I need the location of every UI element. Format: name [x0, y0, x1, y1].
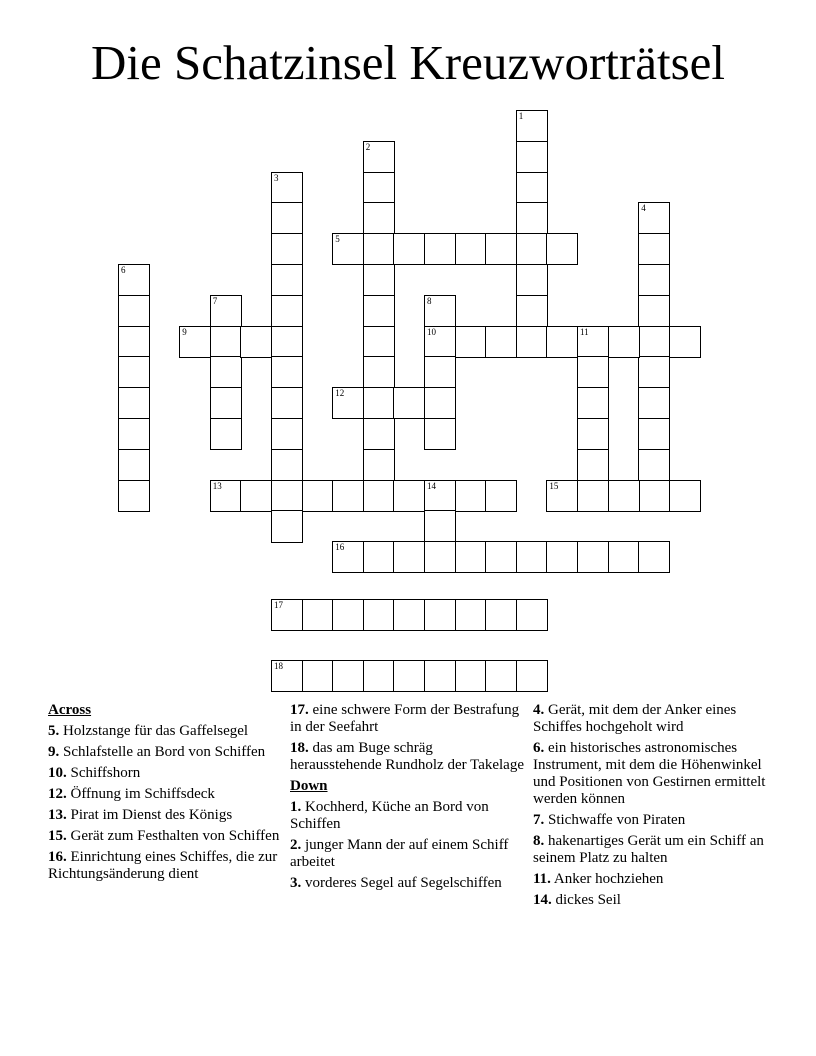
- clue-number: 2.: [290, 837, 302, 853]
- grid-cell[interactable]: [393, 233, 425, 265]
- puzzle-title: Die Schatzinsel Kreuzworträtsel: [90, 35, 726, 90]
- grid-cell[interactable]: [669, 326, 701, 358]
- clue-text: dickes Seil: [551, 892, 621, 908]
- grid-cell[interactable]: [577, 480, 609, 512]
- grid-cell[interactable]: [332, 660, 364, 692]
- clue-item: [48, 765, 284, 782]
- grid-cell[interactable]: [424, 660, 456, 692]
- grid-cell[interactable]: [210, 387, 242, 419]
- grid-cell[interactable]: [424, 599, 456, 631]
- clue-item: [48, 744, 284, 761]
- grid-cell[interactable]: [363, 356, 395, 388]
- cell-number: 13: [212, 480, 222, 491]
- clue-number: 5.: [48, 723, 60, 739]
- grid-cell[interactable]: [455, 541, 487, 573]
- clue-item: [290, 702, 526, 736]
- grid-cell[interactable]: [271, 480, 303, 512]
- grid-cell[interactable]: [516, 541, 548, 573]
- clue-item: [48, 849, 284, 883]
- grid-cell[interactable]: [424, 387, 456, 419]
- clue-text: Schlafstelle an Bord von Schiffen: [59, 744, 266, 760]
- grid-cell[interactable]: [546, 326, 578, 358]
- grid-cell[interactable]: [302, 480, 334, 512]
- grid-cell[interactable]: [424, 480, 456, 512]
- grid-cell[interactable]: [455, 480, 487, 512]
- grid-cell[interactable]: [577, 541, 609, 573]
- grid-cell[interactable]: [271, 660, 303, 692]
- clue-item: [48, 723, 284, 740]
- grid-cell[interactable]: [271, 264, 303, 296]
- grid-cell[interactable]: [455, 326, 487, 358]
- grid-cell[interactable]: [363, 599, 395, 631]
- grid-cell[interactable]: [332, 599, 364, 631]
- grid-cell[interactable]: [424, 356, 456, 388]
- grid-cell[interactable]: [424, 510, 456, 542]
- clue-text: Gerät zum Festhalten von Schiffen: [66, 828, 280, 844]
- grid-cell[interactable]: [363, 233, 395, 265]
- clue-number: 13.: [48, 807, 67, 823]
- grid-cell[interactable]: [638, 233, 670, 265]
- cell-number: 8: [427, 295, 432, 306]
- cell-number: 7: [212, 295, 218, 306]
- cell-number: 16: [335, 542, 345, 553]
- grid-cell[interactable]: [516, 202, 548, 234]
- grid-cell[interactable]: [577, 387, 609, 419]
- clue-text: junger Mann der auf einem Schiff arbeitet: [290, 837, 509, 870]
- clue-item: [48, 807, 284, 824]
- clue-number: 18.: [290, 740, 309, 756]
- grid-cell[interactable]: [118, 326, 150, 358]
- grid-cell[interactable]: [577, 449, 609, 481]
- cell-number: 9: [182, 326, 187, 337]
- grid-cell[interactable]: [638, 295, 670, 327]
- grid-cell[interactable]: [210, 418, 242, 450]
- across-heading: Across: [48, 702, 92, 718]
- clue-text: eine schwere Form der Bestrafung in der Seefahrt: [290, 702, 520, 735]
- grid-cell[interactable]: [271, 510, 303, 542]
- grid-cell[interactable]: [363, 326, 395, 358]
- grid-cell[interactable]: [516, 264, 548, 296]
- cell-number: 2: [365, 141, 371, 152]
- clue-item: [533, 740, 769, 808]
- grid-cell[interactable]: [118, 418, 150, 450]
- grid-cell[interactable]: [118, 480, 150, 512]
- grid-cell[interactable]: [638, 480, 670, 512]
- clue-text: Schiffshorn: [66, 765, 141, 781]
- clue-text: das am Buge schräg herausstehende Rundholz der Takelage: [290, 740, 525, 773]
- grid-cell[interactable]: [363, 541, 395, 573]
- grid-cell[interactable]: [393, 480, 425, 512]
- clue-number: 14.: [533, 892, 552, 908]
- clue-item: [290, 875, 526, 892]
- clue-number: 8.: [533, 833, 545, 849]
- grid-cell[interactable]: [363, 480, 395, 512]
- clue-number: 10.: [48, 765, 67, 781]
- cell-number: 15: [549, 480, 559, 491]
- grid-cell[interactable]: [363, 387, 395, 419]
- clue-text: Einrichtung eines Schiffes, die zur Richtungsänderung dient: [48, 849, 278, 882]
- grid-cell[interactable]: [485, 541, 517, 573]
- cell-number: 4: [641, 203, 646, 214]
- grid-cell[interactable]: [363, 202, 395, 234]
- grid-cell[interactable]: [608, 326, 640, 358]
- grid-cell[interactable]: [577, 356, 609, 388]
- grid-cell[interactable]: [485, 599, 517, 631]
- clue-item: [533, 702, 769, 736]
- clue-number: 3.: [290, 875, 302, 891]
- grid-cell[interactable]: [363, 449, 395, 481]
- grid-cell[interactable]: [271, 418, 303, 450]
- clue-number: 4.: [533, 702, 545, 718]
- cell-number: 11: [580, 326, 589, 337]
- grid-cell[interactable]: [118, 356, 150, 388]
- grid-cell[interactable]: [577, 326, 609, 358]
- clue-text: Pirat im Dienst des Königs: [66, 807, 233, 823]
- grid-cell[interactable]: [608, 480, 640, 512]
- clue-item: [290, 740, 526, 774]
- grid-cell[interactable]: [424, 418, 456, 450]
- grid-cell[interactable]: [363, 660, 395, 692]
- grid-cell[interactable]: [455, 660, 487, 692]
- grid-cell[interactable]: [332, 480, 364, 512]
- clue-item: [290, 837, 526, 871]
- grid-cell[interactable]: [455, 233, 487, 265]
- grid-cell[interactable]: [485, 326, 517, 358]
- cell-number: 18: [274, 661, 283, 671]
- grid-cell[interactable]: [363, 418, 395, 450]
- clue-number: 1.: [290, 799, 302, 815]
- clue-text: Stichwaffe von Piraten: [544, 812, 686, 828]
- grid-cell[interactable]: [424, 233, 456, 265]
- grid-cell[interactable]: [638, 202, 670, 234]
- grid-cell[interactable]: [210, 295, 242, 327]
- grid-cell[interactable]: [516, 172, 548, 204]
- grid-cell[interactable]: [363, 295, 395, 327]
- grid-cell[interactable]: [363, 141, 395, 173]
- clue-column-1: [48, 702, 284, 887]
- cell-number: 12: [335, 388, 345, 399]
- grid-cell[interactable]: [210, 326, 242, 358]
- clue-text: Öffnung im Schiffsdeck: [66, 786, 215, 802]
- grid-cell[interactable]: [638, 326, 670, 358]
- clue-number: 11.: [533, 871, 551, 887]
- grid-cell[interactable]: [455, 599, 487, 631]
- clue-column-2: [290, 702, 526, 896]
- grid-cell[interactable]: [118, 264, 150, 296]
- clue-item: [533, 833, 769, 867]
- grid-cell[interactable]: [516, 326, 548, 358]
- clue-number: 17.: [290, 702, 309, 718]
- grid-cell[interactable]: [516, 599, 548, 631]
- grid-cell[interactable]: [179, 326, 211, 358]
- cell-number: 17: [274, 600, 283, 610]
- grid-cell[interactable]: [669, 480, 701, 512]
- clue-number: 16.: [48, 849, 67, 865]
- grid-cell[interactable]: [424, 541, 456, 573]
- grid-cell[interactable]: [516, 233, 548, 265]
- grid-cell[interactable]: [516, 660, 548, 692]
- grid-cell[interactable]: [638, 264, 670, 296]
- grid-cell[interactable]: [393, 387, 425, 419]
- clue-number: 6.: [533, 740, 545, 756]
- grid-cell[interactable]: [638, 387, 670, 419]
- grid-cell[interactable]: [393, 541, 425, 573]
- grid-cell[interactable]: [638, 541, 670, 573]
- grid-cell[interactable]: [393, 599, 425, 631]
- clue-item: [533, 871, 769, 888]
- grid-cell[interactable]: [577, 418, 609, 450]
- grid-cell[interactable]: [363, 264, 395, 296]
- grid-cell[interactable]: [424, 295, 456, 327]
- grid-cell[interactable]: [485, 233, 517, 265]
- clue-item: [290, 799, 526, 833]
- grid-cell[interactable]: [271, 356, 303, 388]
- cell-number: 10: [427, 326, 436, 337]
- grid-cell[interactable]: [608, 541, 640, 573]
- grid-cell[interactable]: [271, 449, 303, 481]
- cell-number: 3: [274, 172, 279, 183]
- grid-cell[interactable]: [210, 356, 242, 388]
- clue-text: ein historisches astronomisches Instrument, mit dem die Höhenwinkel und Positionen von Gestirnen ermittelt werden können: [533, 740, 766, 807]
- cell-number: 5: [335, 234, 340, 245]
- grid-cell[interactable]: [332, 541, 364, 573]
- grid-cell[interactable]: [271, 233, 303, 265]
- grid-cell[interactable]: [546, 480, 578, 512]
- clue-number: 12.: [48, 786, 67, 802]
- down-heading: Down: [290, 778, 328, 794]
- grid-cell[interactable]: [271, 326, 303, 358]
- clue-text: Holzstange für das Gaffelsegel: [59, 723, 249, 739]
- cell-number: 6: [121, 265, 126, 275]
- grid-cell[interactable]: [271, 295, 303, 327]
- grid-cell[interactable]: [516, 110, 548, 142]
- clue-item: [48, 786, 284, 803]
- clue-text: Kochherd, Küche an Bord von Schiffen: [290, 799, 489, 832]
- grid-cell[interactable]: [638, 418, 670, 450]
- clue-item: [533, 892, 769, 909]
- grid-cell[interactable]: [240, 326, 272, 358]
- grid-cell[interactable]: [516, 141, 548, 173]
- clue-text: vorderes Segel auf Segelschiffen: [301, 875, 502, 891]
- grid-cell[interactable]: [271, 202, 303, 234]
- grid-cell[interactable]: [393, 660, 425, 692]
- clue-column-3: [533, 702, 769, 913]
- grid-cell[interactable]: [271, 599, 303, 631]
- grid-cell[interactable]: [363, 172, 395, 204]
- cell-number: 1: [518, 111, 524, 121]
- clue-item: [533, 812, 769, 829]
- grid-cell[interactable]: [485, 660, 517, 692]
- clue-text: Anker hochziehen: [550, 871, 664, 887]
- clue-text: Gerät, mit dem der Anker eines Schiffes hochgeholt wird: [533, 702, 737, 735]
- grid-cell[interactable]: [302, 599, 334, 631]
- grid-cell[interactable]: [638, 449, 670, 481]
- grid-cell[interactable]: [332, 387, 364, 419]
- grid-cell[interactable]: [271, 387, 303, 419]
- clue-number: 7.: [533, 812, 545, 828]
- grid-cell[interactable]: [546, 541, 578, 573]
- grid-cell[interactable]: [424, 326, 456, 358]
- cell-number: 14: [427, 480, 436, 491]
- grid-cell[interactable]: [302, 660, 334, 692]
- grid-cell[interactable]: [240, 480, 272, 512]
- grid-cell[interactable]: [118, 295, 150, 327]
- grid-cell[interactable]: [271, 172, 303, 204]
- grid-cell[interactable]: [638, 356, 670, 388]
- grid-cell[interactable]: [546, 233, 578, 265]
- grid-cell[interactable]: [516, 295, 548, 327]
- grid-cell[interactable]: [485, 480, 517, 512]
- clue-number: 15.: [48, 828, 67, 844]
- grid-cell[interactable]: [118, 387, 150, 419]
- grid-cell[interactable]: [118, 449, 150, 481]
- clue-text: hakenartiges Gerät um ein Schiff an seinem Platz zu halten: [533, 833, 764, 866]
- clue-item: [48, 828, 284, 845]
- clue-number: 9.: [48, 744, 60, 760]
- grid-cell[interactable]: [210, 480, 242, 512]
- grid-cell[interactable]: [332, 233, 364, 265]
